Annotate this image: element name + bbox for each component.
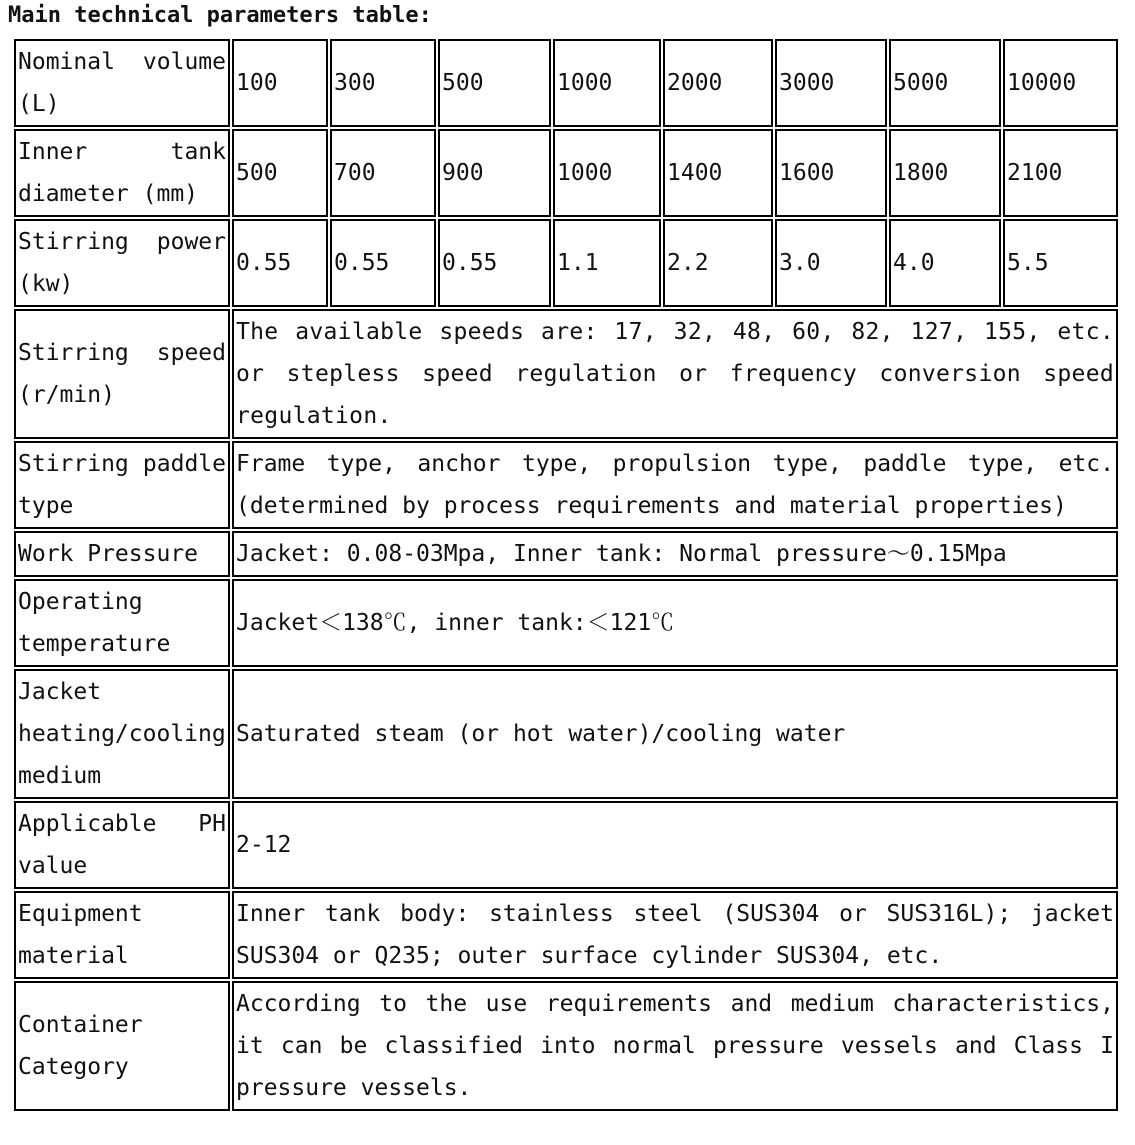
row-label-inner-tank-diameter: Inner tank diameter (mm) bbox=[14, 129, 230, 217]
row-label-operating-temperature: Operating temperature bbox=[14, 579, 230, 667]
inner-tank-diameter-cell: 500 bbox=[232, 129, 328, 217]
nominal-volume-cell: 3000 bbox=[775, 39, 887, 127]
inner-tank-diameter-cell: 1400 bbox=[663, 129, 773, 217]
row-label-jacket-medium: Jacket heating/cooling medium bbox=[14, 669, 230, 799]
row-label-work-pressure: Work Pressure bbox=[14, 531, 230, 577]
stirring-power-cell: 4.0 bbox=[889, 219, 1001, 307]
stirring-power-cell: 1.1 bbox=[553, 219, 661, 307]
inner-tank-diameter-cell: 1800 bbox=[889, 129, 1001, 217]
nominal-volume-cell: 1000 bbox=[553, 39, 661, 127]
nominal-volume-cell: 500 bbox=[438, 39, 551, 127]
stirring-power-cell: 0.55 bbox=[232, 219, 328, 307]
table-row bbox=[14, 219, 1118, 307]
inner-tank-diameter-cell: 900 bbox=[438, 129, 551, 217]
row-label-nominal-volume: Nominal volume (L) bbox=[14, 39, 230, 127]
container-category-cell: According to the use requirements and medium characteristics, it can be classified into normal pressure vessels and Class I pressure vessels. bbox=[232, 981, 1118, 1111]
operating-temperature-cell: Jacket＜138℃, inner tank:＜121℃ bbox=[232, 579, 1118, 667]
table-row bbox=[14, 579, 1118, 667]
inner-tank-diameter-cell: 700 bbox=[330, 129, 436, 217]
row-label-equipment-material: Equipment material bbox=[14, 891, 230, 979]
row-label-applicable-ph: Applicable PH value bbox=[14, 801, 230, 889]
table-row bbox=[14, 891, 1118, 979]
nominal-volume-cell: 5000 bbox=[889, 39, 1001, 127]
row-label-stirring-power: Stirring power (kw) bbox=[14, 219, 230, 307]
stirring-power-cell: 5.5 bbox=[1003, 219, 1118, 307]
stirring-power-cell: 0.55 bbox=[438, 219, 551, 307]
table-row bbox=[14, 441, 1118, 529]
stirring-power-cell: 0.55 bbox=[330, 219, 436, 307]
inner-tank-diameter-cell: 2100 bbox=[1003, 129, 1118, 217]
inner-tank-diameter-cell: 1000 bbox=[553, 129, 661, 217]
table-row bbox=[14, 981, 1118, 1111]
equipment-material-cell: Inner tank body: stainless steel (SUS304 or SUS316L); jacket SUS304 or Q235; outer surface cylinder SUS304, etc. bbox=[232, 891, 1118, 979]
row-label-stirring-speed: Stirring speed (r/min) bbox=[14, 309, 230, 439]
stirring-paddle-type-cell: Frame type, anchor type, propulsion type, paddle type, etc. (determined by process requirements and material properties) bbox=[232, 441, 1118, 529]
row-label-stirring-paddle-type: Stirring paddle type bbox=[14, 441, 230, 529]
table-row bbox=[14, 801, 1118, 889]
stirring-power-cell: 2.2 bbox=[663, 219, 773, 307]
table-title: Main technical parameters table: bbox=[8, 3, 432, 28]
table-row bbox=[14, 669, 1118, 799]
nominal-volume-cell: 10000 bbox=[1003, 39, 1118, 127]
table-row bbox=[14, 531, 1118, 577]
technical-parameters-table bbox=[12, 37, 1120, 1113]
table-row bbox=[14, 309, 1118, 439]
inner-tank-diameter-cell: 1600 bbox=[775, 129, 887, 217]
jacket-medium-cell: Saturated steam (or hot water)/cooling water bbox=[232, 669, 1118, 799]
work-pressure-cell: Jacket: 0.08-03Mpa, Inner tank: Normal pressure～0.15Mpa bbox=[232, 531, 1118, 577]
nominal-volume-cell: 2000 bbox=[663, 39, 773, 127]
table-row bbox=[14, 39, 1118, 127]
stirring-speed-cell: The available speeds are: 17, 32, 48, 60, 82, 127, 155, etc. or stepless speed regulation or frequency conversion speed regulation. bbox=[232, 309, 1118, 439]
stirring-power-cell: 3.0 bbox=[775, 219, 887, 307]
nominal-volume-cell: 300 bbox=[330, 39, 436, 127]
table-row bbox=[14, 129, 1118, 217]
nominal-volume-cell: 100 bbox=[232, 39, 328, 127]
row-label-container-category: Container Category bbox=[14, 981, 230, 1111]
applicable-ph-cell: 2-12 bbox=[232, 801, 1118, 889]
